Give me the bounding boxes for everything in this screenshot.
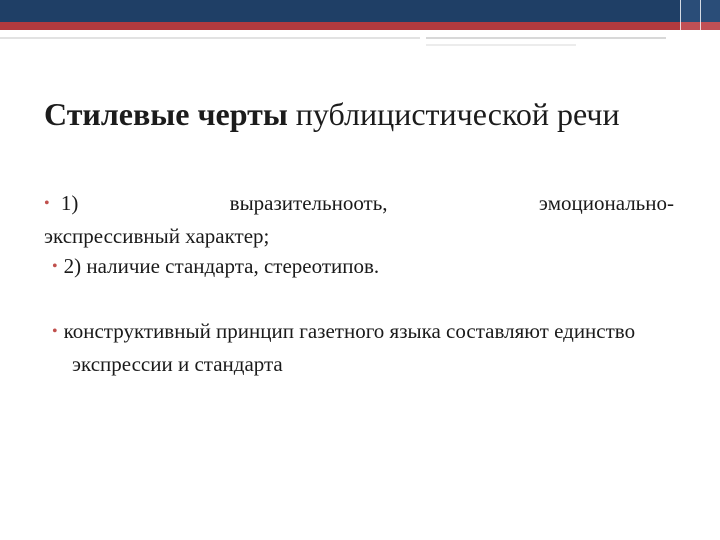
band-separator: [680, 0, 681, 45]
slide-content: [44, 188, 674, 379]
red-band: [0, 22, 720, 30]
bullet-item-1-line: [44, 188, 674, 221]
bullet-item-1-continuation: экспрессивный характер;: [44, 224, 270, 248]
bullet-item-1-start: [44, 188, 78, 221]
slide-title: [44, 92, 684, 136]
bullet-marker: •: [52, 323, 58, 340]
bullet-item-1: [44, 188, 674, 251]
bullet-item-2-text: 2) наличие стандарта, стереотипов.: [63, 254, 380, 278]
bullet-item-1-word2: эмоционально-: [538, 191, 674, 215]
decor-line: [426, 37, 666, 39]
top-band: [0, 0, 720, 22]
decor-line: [0, 37, 420, 39]
bullet-item-1-num: 1): [60, 191, 79, 215]
decor-line: [426, 44, 576, 46]
bullet-marker: •: [44, 195, 50, 212]
band-separator: [700, 0, 701, 45]
bullet-marker: •: [52, 258, 58, 275]
bullet-item-3-line: [52, 316, 674, 379]
bullet-item-1-word1: выразительнооть,: [229, 191, 388, 215]
bullet-item-3-text: конструктивный принцип газетного языка составляют единство экспрессии и стандарта: [63, 319, 636, 376]
bullet-item-3: [44, 316, 674, 379]
bullet-item-2: [44, 251, 674, 284]
slide-title-bold: Стилевые черты: [44, 96, 288, 132]
slide-title-rest: публицистической речи: [287, 96, 620, 132]
